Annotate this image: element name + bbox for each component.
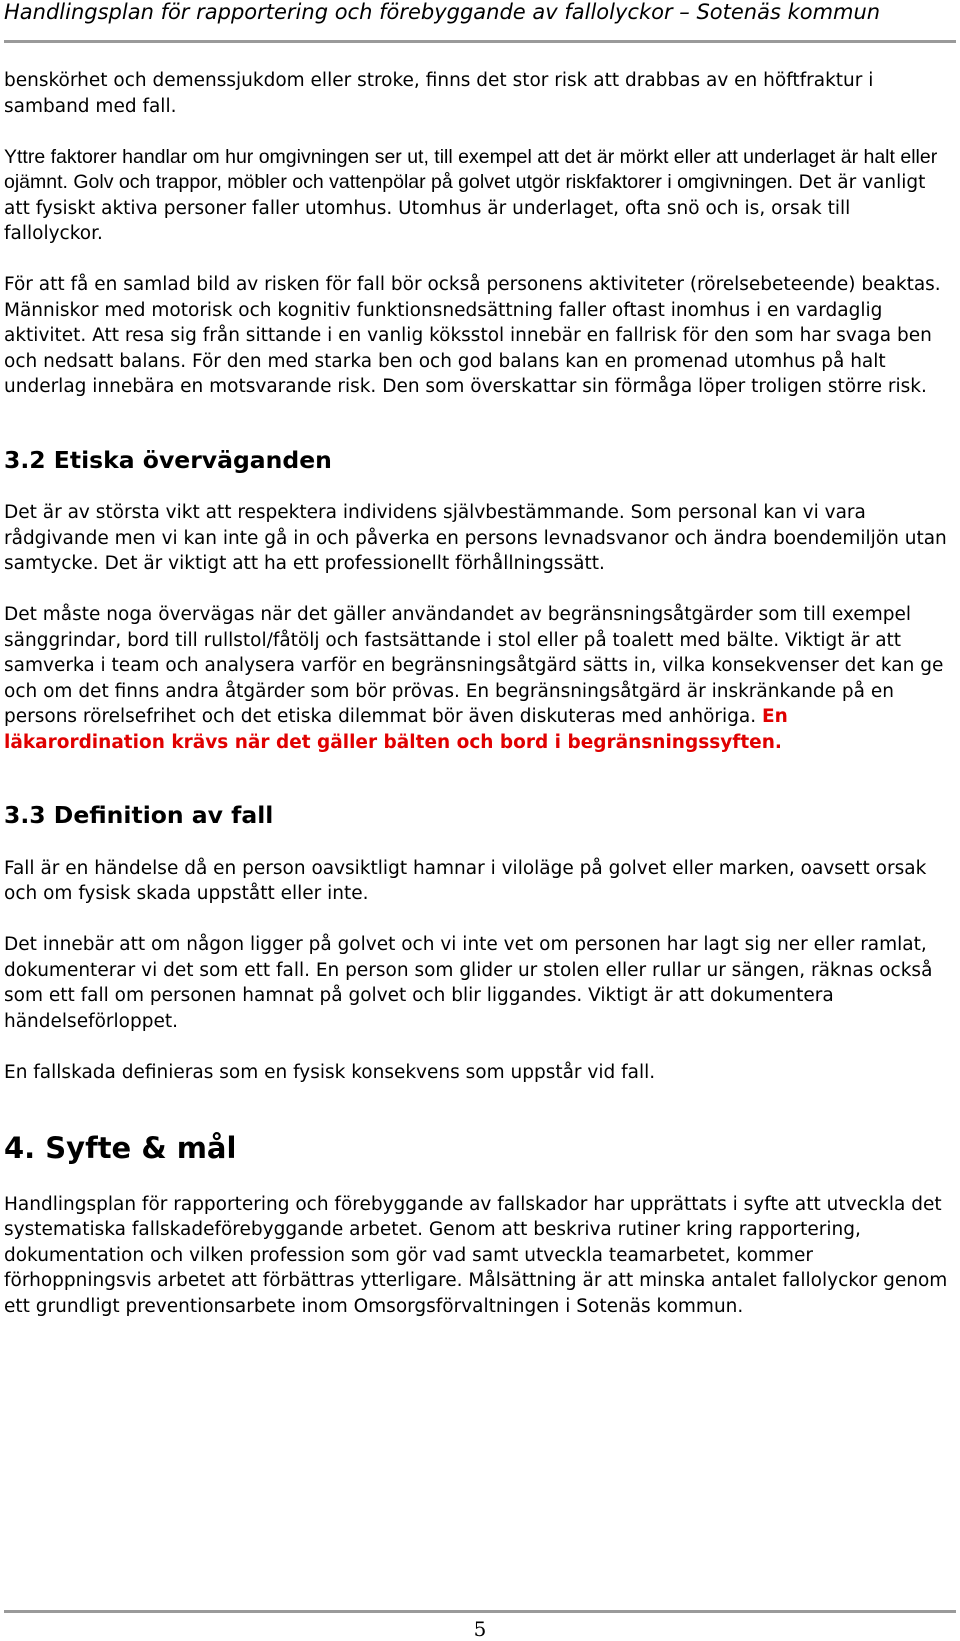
heading-ethical-considerations: 3.2 Etiska överväganden xyxy=(4,445,332,474)
paragraph-self-determination: Det är av största vikt att respektera individens självbestämmande. Som personal kan vi vara rådgivande men vi kan inte gå in och påverka en persons levnadsvanor och ändra boendemiljön utan samtycke. Det är viktigt att ha ett professionellt förhållningssätt. xyxy=(4,502,947,574)
document-body xyxy=(4,68,954,1319)
restrictions-text: Det måste noga övervägas när det gäller användandet av begränsningsåtgärder som till exempel sänggrindar, bord till rullstol/fåtölj och fastsättande i stol eller på toalett med bälte. Viktigt är att samverka i team och analysera varför en begränsningsåtgärd sätts in, vilka konsekvenser det kan ge och om det finns andra åtgärder som bör prövas. En begränsningsåtgärd är inskränkande på en persons rörelsefrihet och det etiska dilemmat bör även diskuteras med anhöriga. xyxy=(4,604,944,727)
paragraph-purpose: Handlingsplan för rapportering och förebyggande av fallskador har upprättats i syfte att utveckla det systematiska fallskadeförebyggande arbetet. Genom att beskriva rutiner kring rapportering, dokumentation och vilken profession som gör vad samt utveckla teamarbetet, kommer förhoppningsvis arbetet att förbättras ytterligare. Målsättning är att minska antalet fallolyckor genom ett grundligt preventionsarbete inom Omsorgsförvaltningen i Sotenäs kommun. xyxy=(4,1193,948,1317)
physician-order-warning: En läkarordination krävs när det gäller bälten och bord i begränsningssyften. xyxy=(4,706,788,753)
external-factors-text: Yttre faktorer handlar om hur omgivningen ser ut, till exempel att det är mörkt eller att underlaget är halt eller ojämnt. Golv och trappor, möbler och vattenpölar på golvet utgör riskfaktorer i omgivningen. xyxy=(4,145,938,193)
heading-fall-definition: 3.3 Definition av fall xyxy=(4,801,274,829)
paragraph-external-factors xyxy=(4,145,954,247)
paragraph-documentation: Det innebär att om någon ligger på golvet och vi inte vet om personen har lagt sig ner eller ramlat, dokumenterar vi det som ett fall. En person som glider ur stolen eller rullar ur sängen, räknas också som ett fall om personen hamnat på golvet och blir liggandes. Viktigt är att dokumentera händelseförloppet. xyxy=(4,934,933,1032)
paragraph-restrictions xyxy=(4,602,954,755)
paragraph-activities: För att få en samlad bild av risken för fall bör också personens aktiviteter (rörelsebeteende) beaktas. Människor med motorisk och kognitiv funktionsnedsättning faller oftast inomhus i en vardaglig aktivitet. Att resa sig från sittande i en vanlig köksstol innebär en fallrisk för den som har svaga ben och nedsatt balans. För den med starka ben och god balans kan en promenad utomhus på halt underlag innebära en motsvarande risk. Den som överskattar sin förmåga löper troligen större risk. xyxy=(4,274,941,397)
page-number: 5 xyxy=(473,1617,487,1641)
paragraph-risk-intro: benskörhet och demenssjukdom eller stroke, finns det stor risk att drabbas av en höftfraktur i samband med fall. xyxy=(4,70,874,117)
footer-rule xyxy=(4,1610,956,1613)
paragraph-fall-injury: En fallskada definieras som en fysisk konsekvens som uppstår vid fall. xyxy=(4,1061,656,1083)
paragraph-fall-definition: Fall är en händelse då en person oavsiktligt hamnar i viloläge på golvet eller marken, oavsett orsak och om fysisk skada uppstått eller inte. xyxy=(4,857,927,904)
outdoor-falls-text: Det är vanligt att fysiskt aktiva personer faller utomhus. Utomhus är underlaget, ofta snö och is, orsak till fallolyckor. xyxy=(4,172,926,244)
page-header xyxy=(4,0,956,43)
document-title: Handlingsplan för rapportering och förebyggande av fallolyckor – Sotenäs kommun xyxy=(4,0,881,24)
heading-purpose-goals: 4. Syfte & mål xyxy=(4,1131,237,1165)
